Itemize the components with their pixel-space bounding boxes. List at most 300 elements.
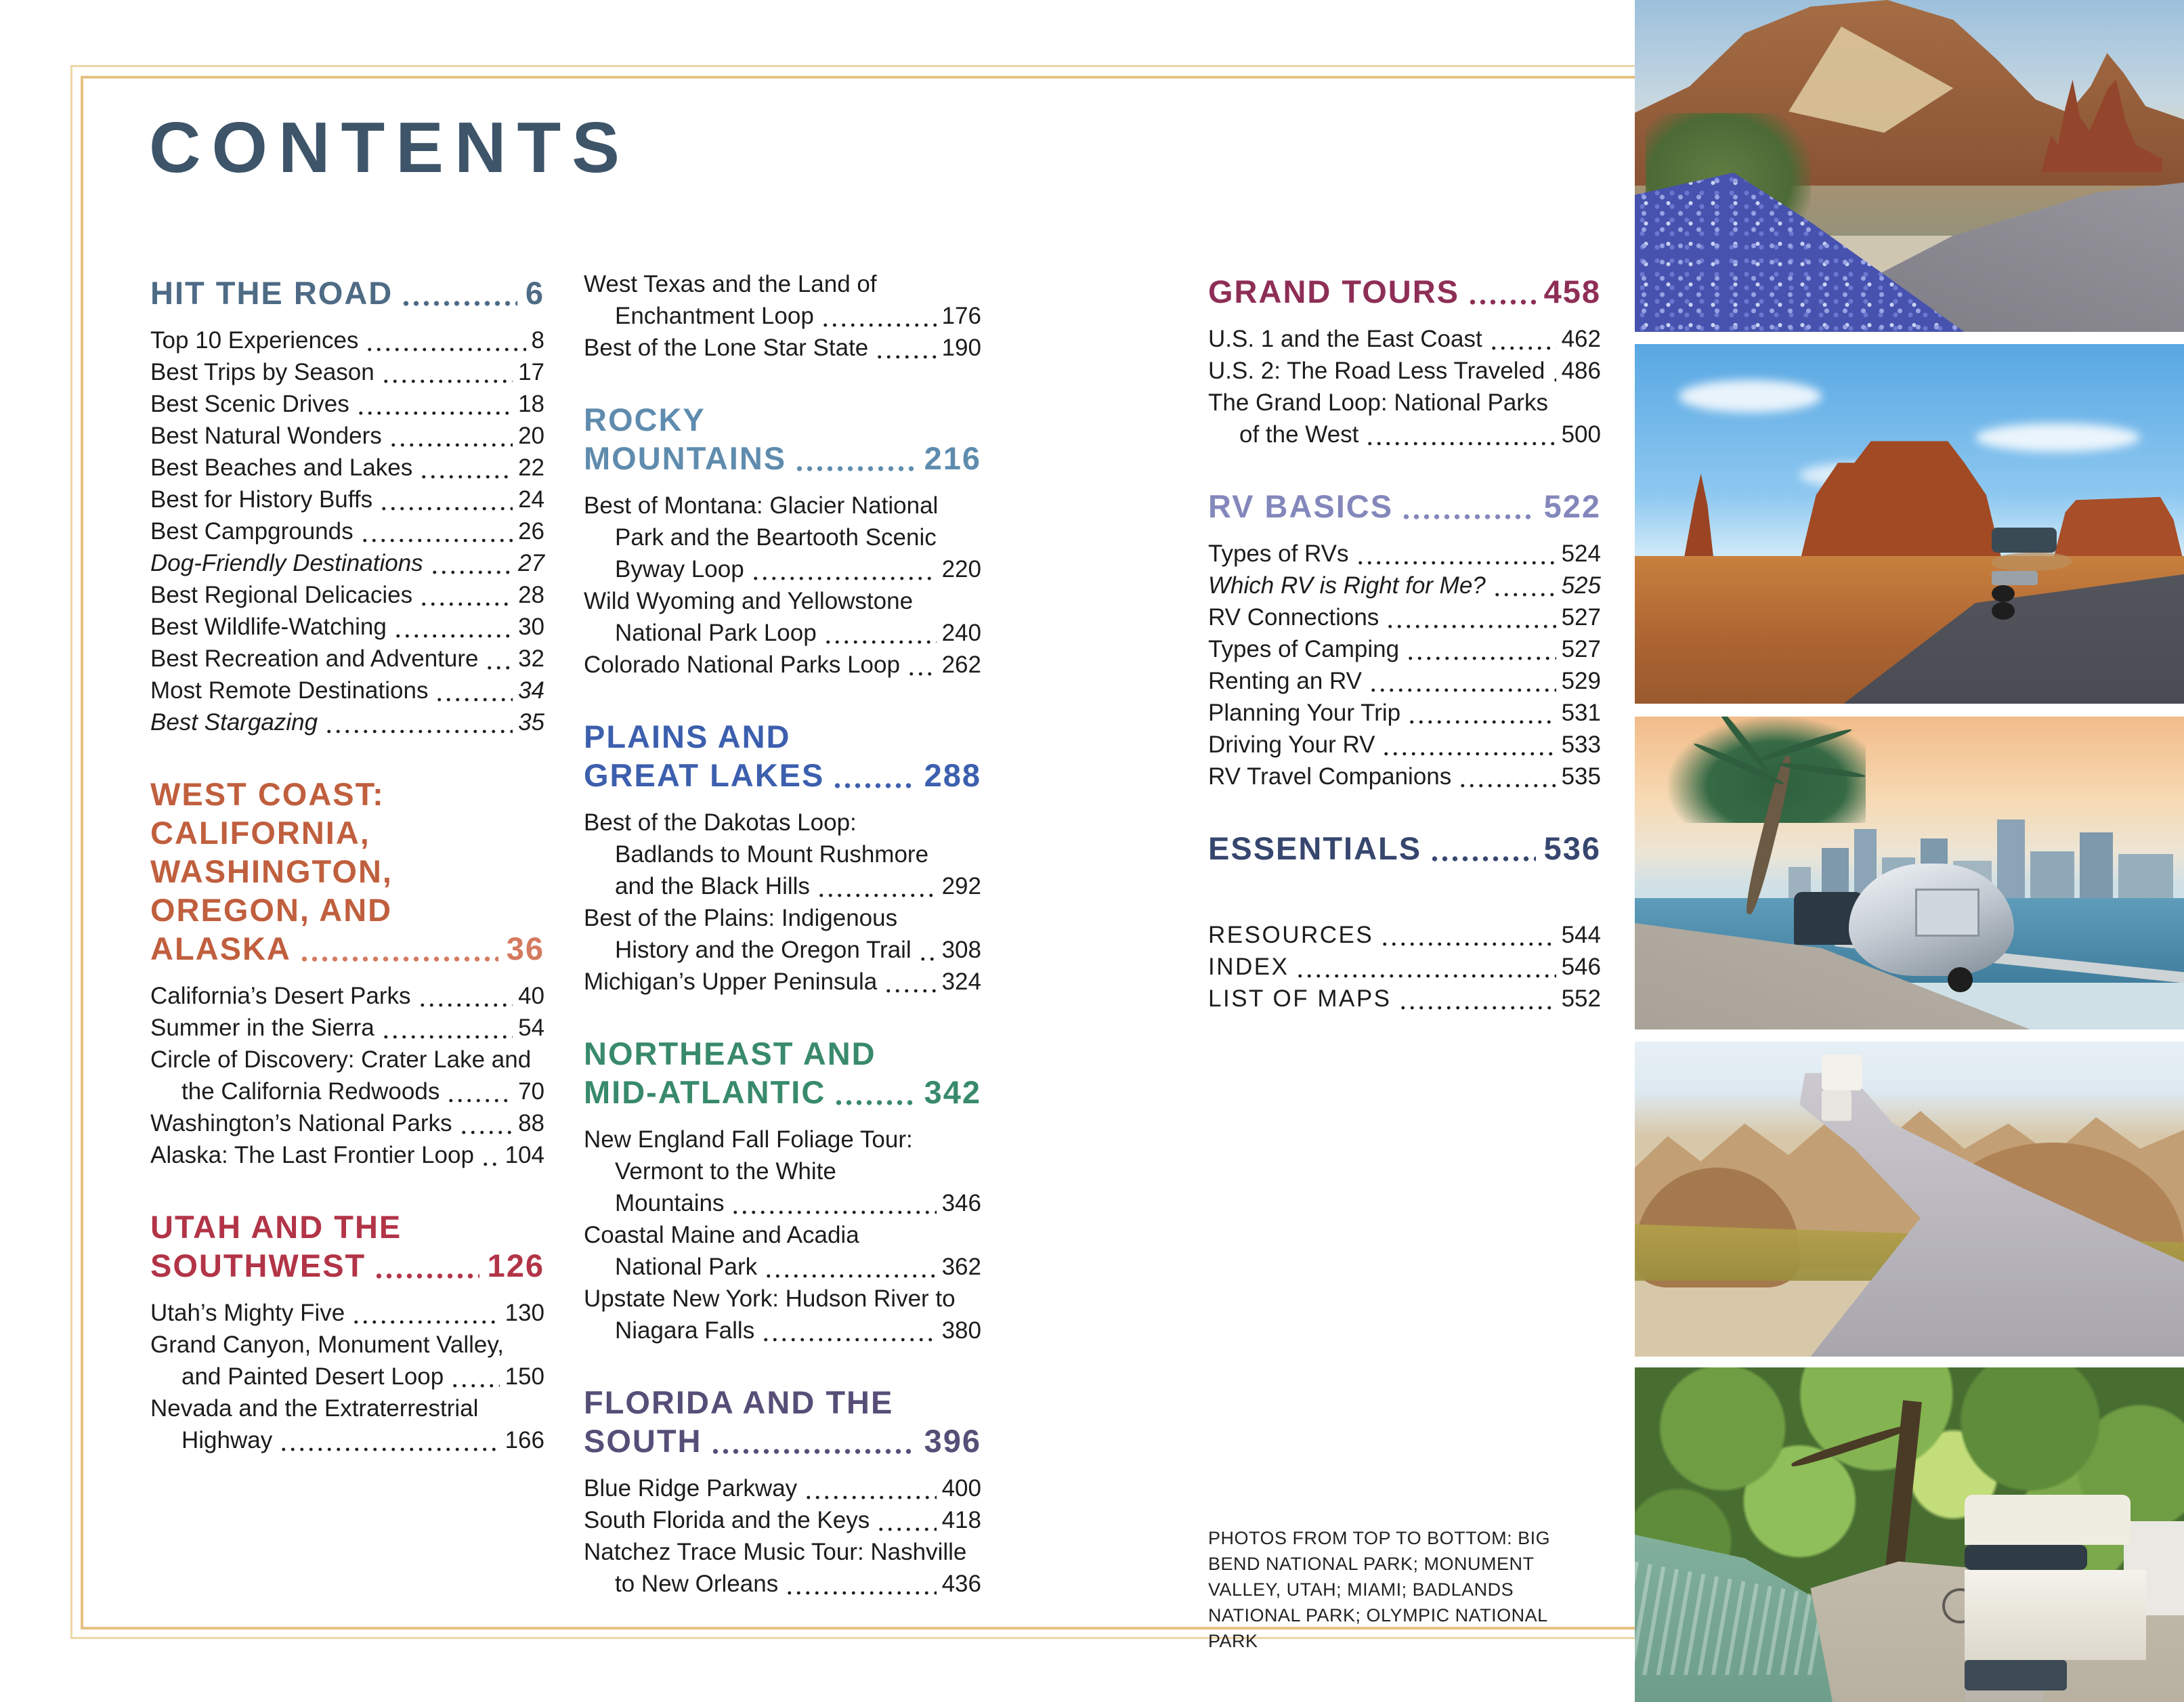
toc-entry (150, 1297, 544, 1329)
rock-spire (1673, 473, 1739, 563)
toc-entry-title: Coastal Maine and Acadia (584, 1222, 859, 1248)
section-title: SOUTH (584, 1423, 702, 1459)
section-heading (1208, 829, 1601, 868)
toc-column-3 (1208, 272, 1601, 1015)
toc-entry (1208, 697, 1601, 729)
section-heading (584, 1034, 981, 1111)
toc-entry-title: Types of RVs (1208, 540, 1349, 567)
toc-entry-page-number: 17 (518, 359, 544, 385)
toc-entry-title: U.S. 2: The Road Less Traveled (1208, 358, 1545, 384)
toc-entry-page-number: 529 (1561, 668, 1601, 694)
dot-leader (419, 474, 513, 480)
photo-strip (1635, 0, 2184, 1702)
section-page-number: 522 (1543, 488, 1601, 524)
dot-leader (731, 1210, 936, 1215)
dot-leader (761, 1337, 936, 1342)
toc-entry (150, 484, 544, 515)
toc-entry-page-number: 527 (1561, 636, 1601, 662)
toc-entry-title: New England Fall Foliage Tour: (584, 1126, 913, 1153)
dot-leader (785, 1590, 936, 1596)
toc-entry-page-number: 500 (1561, 421, 1601, 448)
toc-entry-title: to New Orleans (615, 1571, 779, 1597)
toc-item-group (150, 1297, 544, 1456)
dot-leader (324, 729, 513, 734)
toc-entry-title: of the West (1239, 421, 1359, 448)
section-page-number: 288 (924, 757, 981, 793)
toc-item-group (584, 490, 981, 681)
toc-entry-title: Circle of Discovery: Crater Lake and (150, 1046, 532, 1073)
toc-entry-page-number: 524 (1561, 540, 1601, 567)
toc-entry-title: Grand Canyon, Monument Valley, (150, 1332, 505, 1358)
toc-entry (1208, 729, 1601, 761)
toc-entry (150, 515, 544, 547)
toc-entry-page-number: 380 (941, 1317, 981, 1344)
dot-leader (430, 570, 513, 575)
rv-grille (1992, 571, 2038, 584)
dot-leader (381, 1034, 513, 1040)
toc-entry-title: Best Natural Wonders (150, 423, 382, 449)
toc-entry (150, 356, 544, 388)
page-title: CONTENTS (149, 108, 630, 188)
toc-entry (150, 675, 544, 706)
dot-leader (374, 1273, 479, 1279)
toc-entry (1208, 919, 1601, 951)
dot-leader (435, 697, 513, 702)
toc-entry-title: Renting an RV (1208, 668, 1363, 694)
toc-entry (1208, 601, 1601, 633)
toc-item-group (584, 1124, 981, 1346)
toc-entry-page-number: 552 (1561, 985, 1601, 1012)
truck (1822, 1090, 1852, 1120)
section-page-number: 216 (924, 440, 981, 476)
toc-entry-title: Mountains (615, 1190, 725, 1216)
toc-entry (1208, 633, 1601, 665)
photo-badlands-national-park (1635, 1042, 2184, 1357)
toc-entry-title: Planning Your Trip (1208, 700, 1401, 726)
section-title: MOUNTAINS (584, 440, 787, 476)
toc-entry-title: Utah’s Mighty Five (150, 1300, 345, 1326)
toc-entry-title: LIST OF MAPS (1208, 985, 1392, 1012)
dot-leader (834, 1099, 916, 1106)
toc-entry-title: Alaska: The Last Frontier Loop (150, 1142, 474, 1168)
section-page-number: 126 (487, 1248, 544, 1283)
toc-entry (584, 807, 981, 902)
section-title: ALASKA (150, 931, 291, 966)
toc-entry-page-number: 418 (941, 1507, 981, 1533)
dot-leader (804, 1495, 936, 1500)
toc-entry-title: RV Connections (1208, 604, 1379, 631)
toc-entry-page-number: 130 (505, 1300, 544, 1326)
toc-item-group (584, 268, 981, 364)
toc-entry (1208, 538, 1601, 570)
toc-item-group (1208, 538, 1601, 792)
toc-entry-page-number: 22 (518, 454, 544, 481)
dot-leader (481, 1162, 500, 1167)
toc-entry-title: Colorado National Parks Loop (584, 652, 900, 678)
toc-entry-title: the California Redwoods (181, 1078, 440, 1105)
toc-item-group (584, 807, 981, 998)
rv-camper (1965, 1495, 2162, 1662)
toc-entry-title: Wild Wyoming and Yellowstone (584, 588, 914, 614)
dot-leader (1468, 299, 1536, 305)
dot-leader (1458, 783, 1556, 788)
dot-leader (1430, 855, 1535, 862)
toc-entry-title: Blue Ridge Parkway (584, 1475, 798, 1502)
toc-entry-page-number: 26 (518, 518, 544, 545)
rv-cabover (1965, 1495, 2131, 1545)
section-heading (1208, 487, 1601, 526)
toc-entry-page-number: 436 (941, 1571, 981, 1597)
toc-entry-page-number: 308 (941, 937, 981, 963)
toc-entry (584, 902, 981, 966)
toc-entry-title: U.S. 1 and the East Coast (1208, 326, 1482, 352)
toc-entry (150, 980, 544, 1012)
dot-leader (764, 1273, 936, 1279)
toc-entry (1208, 323, 1601, 355)
section-title: WEST COAST: (150, 776, 385, 812)
toc-entry-page-number: 324 (941, 969, 981, 995)
section-heading (584, 400, 981, 477)
toc-entry (150, 1044, 544, 1107)
dot-leader (485, 665, 513, 671)
toc-entry-title: Best Trips by Season (150, 359, 374, 385)
building (2118, 854, 2173, 898)
toc-entry-title: The Grand Loop: National Parks (1208, 389, 1548, 416)
section-title: CALIFORNIA, (150, 815, 370, 851)
toc-entry (150, 420, 544, 452)
photo-caption: PHOTOS FROM TOP TO BOTTOM: BIG BEND NATIONAL PARK; MONUMENT VALLEY, UTAH; MIAMI; BADLANDS NATIONAL PARK; OLYMPIC NATIONAL PARK (1208, 1528, 1551, 1651)
toc-entry-title: Best of the Lone Star State (584, 335, 869, 361)
toc-entry-page-number: 546 (1561, 954, 1601, 980)
dot-leader (817, 893, 937, 898)
toc-item-group (584, 1472, 981, 1600)
toc-entry-title: INDEX (1208, 954, 1289, 980)
section-title: ESSENTIALS (1208, 830, 1422, 866)
dot-leader (1365, 441, 1556, 446)
toc-entry (1208, 355, 1601, 387)
toc-entry (584, 1219, 981, 1283)
toc-entry-page-number: 70 (518, 1078, 544, 1105)
dot-leader (450, 1383, 499, 1388)
toc-entry-title: Best Stargazing (150, 709, 318, 736)
toc-entry-title: Best Campgrounds (150, 518, 354, 545)
toc-entry (1208, 387, 1601, 450)
toc-entry-title: RV Travel Companions (1208, 763, 1452, 790)
dot-leader (918, 956, 937, 962)
toc-entry-page-number: 533 (1561, 731, 1601, 758)
toc-entry-title: RESOURCES (1208, 922, 1374, 948)
dot-leader (1380, 941, 1556, 947)
section-page-number: 458 (1543, 274, 1601, 310)
toc-entry-title: Types of Camping (1208, 636, 1400, 662)
toc-entry-page-number: 34 (518, 677, 544, 704)
rv-windshield (1992, 528, 2056, 553)
toc-entry-page-number: 362 (941, 1254, 981, 1280)
section-title: FLORIDA AND THE (584, 1384, 894, 1420)
dot-leader (351, 1319, 499, 1325)
rv-with-truck (1822, 1055, 1887, 1108)
toc-entry-page-number: 8 (531, 327, 544, 354)
toc-entry-title: Upstate New York: Hudson River to (584, 1285, 956, 1312)
toc-entry-title: Best Beaches and Lakes (150, 454, 413, 481)
toc-column-1 (150, 274, 544, 1456)
toc-entry-page-number: 30 (518, 614, 544, 640)
toc-entry-page-number: 527 (1561, 604, 1601, 631)
dot-leader (821, 322, 937, 328)
toc-entry (150, 547, 544, 579)
section-title: NORTHEAST AND (584, 1036, 876, 1071)
toc-entry (584, 1536, 981, 1600)
dot-leader (381, 379, 513, 384)
rv-wheel (1992, 602, 2015, 619)
toc-entry (150, 706, 544, 738)
building (2030, 851, 2074, 898)
dot-leader (794, 465, 916, 472)
toc-entry (584, 490, 981, 585)
toc-entry (1208, 570, 1601, 601)
dot-leader (356, 410, 513, 416)
toc-entry-title: Best Scenic Drives (150, 391, 349, 417)
toc-entry-title: and the Black Hills (615, 873, 810, 899)
section-title: ROCKY (584, 402, 706, 438)
toc-entry (1208, 983, 1601, 1015)
dot-leader (1382, 751, 1556, 757)
section-title: UTAH AND THE (150, 1209, 402, 1245)
dot-leader (279, 1447, 499, 1452)
dot-leader (459, 1130, 513, 1135)
dot-leader (1406, 656, 1556, 661)
toc-entry (150, 579, 544, 611)
toc-entry-page-number: 24 (518, 486, 544, 513)
toc-entry (150, 1139, 544, 1171)
dot-leader (1401, 513, 1535, 520)
toc-entry-title: Byway Loop (615, 556, 744, 582)
section-page-number: 36 (506, 931, 544, 966)
toc-entry-title: Summer in the Sierra (150, 1015, 374, 1041)
section-heading (150, 274, 544, 312)
toc-entry-page-number: 28 (518, 582, 544, 608)
dot-leader (1493, 592, 1556, 597)
building (1997, 820, 2025, 898)
toc-entry (150, 1012, 544, 1044)
toc-entry (584, 268, 981, 332)
building (1822, 848, 1849, 898)
rv-body (1965, 1570, 2147, 1660)
toc-entry-title: Natchez Trace Music Tour: Nashville (584, 1539, 967, 1565)
toc-entry-title: Highway (181, 1427, 273, 1453)
dot-leader (1489, 345, 1556, 351)
toc-entry-title: Driving Your RV (1208, 731, 1375, 758)
toc-entry-title: South Florida and the Keys (584, 1507, 870, 1533)
toc-entry-page-number: 190 (941, 335, 981, 361)
toc-entry (584, 1504, 981, 1536)
toc-entry-title: Which RV is Right for Me? (1208, 572, 1486, 599)
toc-entry-title: Niagara Falls (615, 1317, 755, 1344)
rv-windshield (1965, 1660, 2068, 1690)
toc-entry-title: Vermont to the White (615, 1158, 836, 1185)
toc-entry-title: Best for History Buffs (150, 486, 373, 513)
section-title: SOUTHWEST (150, 1248, 366, 1283)
dot-leader (710, 1448, 916, 1455)
toc-entry-title: Enchantment Loop (615, 303, 814, 329)
dot-leader (1369, 687, 1556, 693)
dot-leader (875, 354, 936, 360)
section-title: PLAINS AND (584, 719, 791, 754)
toc-entry-page-number: 166 (505, 1427, 544, 1453)
section-title: RV BASICS (1208, 488, 1394, 524)
toc-entry-page-number: 35 (518, 709, 544, 736)
photo-big-bend-national-park (1635, 0, 2184, 332)
toc-entry-title: Park and the Beartooth Scenic (615, 524, 937, 551)
dot-leader (1551, 377, 1556, 383)
toc-entry (1208, 665, 1601, 697)
toc-entry (150, 1107, 544, 1139)
dot-leader (393, 633, 513, 639)
rv-grille (1965, 1690, 2044, 1702)
rv-wheel (1992, 585, 2015, 602)
dot-leader (401, 300, 517, 307)
toc-entry-page-number: 262 (941, 652, 981, 678)
dot-leader (1398, 1005, 1556, 1010)
toc-entry-title: Best of the Plains: Indigenous (584, 905, 898, 931)
section-title: MID-ATLANTIC (584, 1074, 826, 1110)
toc-entry-title: Best of Montana: Glacier National (584, 492, 939, 519)
section-heading (584, 717, 981, 794)
dot-leader (823, 639, 937, 645)
toc-entry (150, 388, 544, 420)
toc-entry-title: Best Wildlife-Watching (150, 614, 387, 640)
toc-entry (150, 452, 544, 484)
rv-decal (1992, 553, 2072, 571)
dot-leader (751, 576, 937, 581)
toc-entry (584, 649, 981, 681)
photo-olympic-national-park (1635, 1367, 2184, 1702)
toc-entry-title: and Painted Desert Loop (181, 1363, 444, 1390)
dot-leader (884, 988, 936, 994)
toc-entry-title: Dog-Friendly Destinations (150, 550, 423, 576)
toc-entry-title: Michigan’s Upper Peninsula (584, 969, 878, 995)
toc-entry (1208, 951, 1601, 983)
toc-entry-title: Most Remote Destinations (150, 677, 429, 704)
toc-entry-page-number: 544 (1561, 922, 1601, 948)
toc-entry-page-number: 240 (941, 620, 981, 646)
dot-leader (1407, 719, 1556, 725)
toc-entry-page-number: 27 (518, 550, 544, 576)
section-page-number: 6 (525, 275, 544, 311)
dot-leader (360, 538, 513, 543)
toc-entry-title: West Texas and the Land of (584, 271, 877, 297)
section-heading (150, 775, 544, 968)
toc-entry (584, 1283, 981, 1346)
dot-leader (876, 1527, 936, 1532)
trailer (1822, 1055, 1862, 1091)
cloud (1679, 380, 1822, 412)
toc-entry-page-number: 104 (505, 1142, 544, 1168)
section-page-number: 536 (1543, 830, 1601, 866)
toc-entry-title: Nevada and the Extraterrestrial (150, 1395, 479, 1422)
toc-entry-page-number: 20 (518, 423, 544, 449)
toc-entry-title: Best of the Dakotas Loop: (584, 809, 857, 836)
trailer-wheel (1948, 967, 1972, 992)
toc-item-group (150, 980, 544, 1171)
rv-window (1965, 1545, 2087, 1570)
toc-entry-title: National Park Loop (615, 620, 817, 646)
toc-entry-page-number: 18 (518, 391, 544, 417)
dot-leader (907, 671, 937, 677)
toc-entry-title: National Park (615, 1254, 758, 1280)
dot-leader (299, 956, 498, 962)
dot-leader (446, 1098, 513, 1103)
toc-item-group (1208, 919, 1601, 1015)
section-title: WASHINGTON, (150, 853, 393, 889)
toc-entry (584, 1124, 981, 1219)
toc-entry (584, 585, 981, 649)
section-heading (150, 1208, 544, 1285)
cloud (1975, 423, 2140, 452)
photo-miami (1635, 717, 2184, 1029)
section-heading (1208, 272, 1601, 311)
toc-entry (1208, 761, 1601, 792)
section-title: GRAND TOURS (1208, 274, 1460, 310)
section-page-number: 342 (924, 1074, 981, 1110)
dot-leader (1386, 624, 1556, 629)
dot-leader (389, 442, 513, 448)
dot-leader (1296, 973, 1556, 979)
toc-entry (150, 643, 544, 675)
toc-entry-page-number: 292 (941, 873, 981, 899)
toc-entry-title: History and the Oregon Trail (615, 937, 912, 963)
toc-entry (584, 1472, 981, 1504)
rv-motorhome (1992, 528, 2145, 643)
toc-entry-page-number: 150 (505, 1363, 544, 1390)
toc-entry-page-number: 220 (941, 556, 981, 582)
dot-leader (832, 782, 916, 789)
toc-item-group (1208, 323, 1601, 450)
trailer-window (1915, 889, 1979, 937)
toc-item-group (150, 324, 544, 738)
toc-entry (584, 966, 981, 998)
toc-entry-page-number: 40 (518, 983, 544, 1009)
section-title: OREGON, AND (150, 892, 393, 928)
toc-entry-page-number: 525 (1561, 572, 1601, 599)
section-title: GREAT LAKES (584, 757, 825, 793)
section-heading (584, 1383, 981, 1460)
toc-entry-page-number: 535 (1561, 763, 1601, 790)
toc-entry-title: California’s Desert Parks (150, 983, 411, 1009)
toc-entry-page-number: 88 (518, 1110, 544, 1136)
toc-entry-page-number: 462 (1561, 326, 1601, 352)
building (2080, 832, 2113, 898)
dot-leader (1356, 560, 1556, 566)
toc-entry-page-number: 400 (941, 1475, 981, 1502)
toc-entry-title: Best Recreation and Adventure (150, 645, 479, 672)
dot-leader (419, 601, 513, 607)
toc-entry (150, 1329, 544, 1392)
toc-entry (150, 611, 544, 643)
toc-entry (584, 332, 981, 364)
photo-monument-valley-utah (1635, 344, 2184, 704)
toc-entry (150, 1392, 544, 1456)
section-title: HIT THE ROAD (150, 275, 393, 311)
toc-entry (150, 324, 544, 356)
section-page-number: 396 (924, 1423, 981, 1459)
dot-leader (418, 1002, 513, 1008)
toc-entry-page-number: 531 (1561, 700, 1601, 726)
dot-leader (379, 506, 513, 511)
toc-entry-title: Top 10 Experiences (150, 327, 359, 354)
toc-entry-page-number: 54 (518, 1015, 544, 1041)
toc-entry-page-number: 346 (941, 1190, 981, 1216)
